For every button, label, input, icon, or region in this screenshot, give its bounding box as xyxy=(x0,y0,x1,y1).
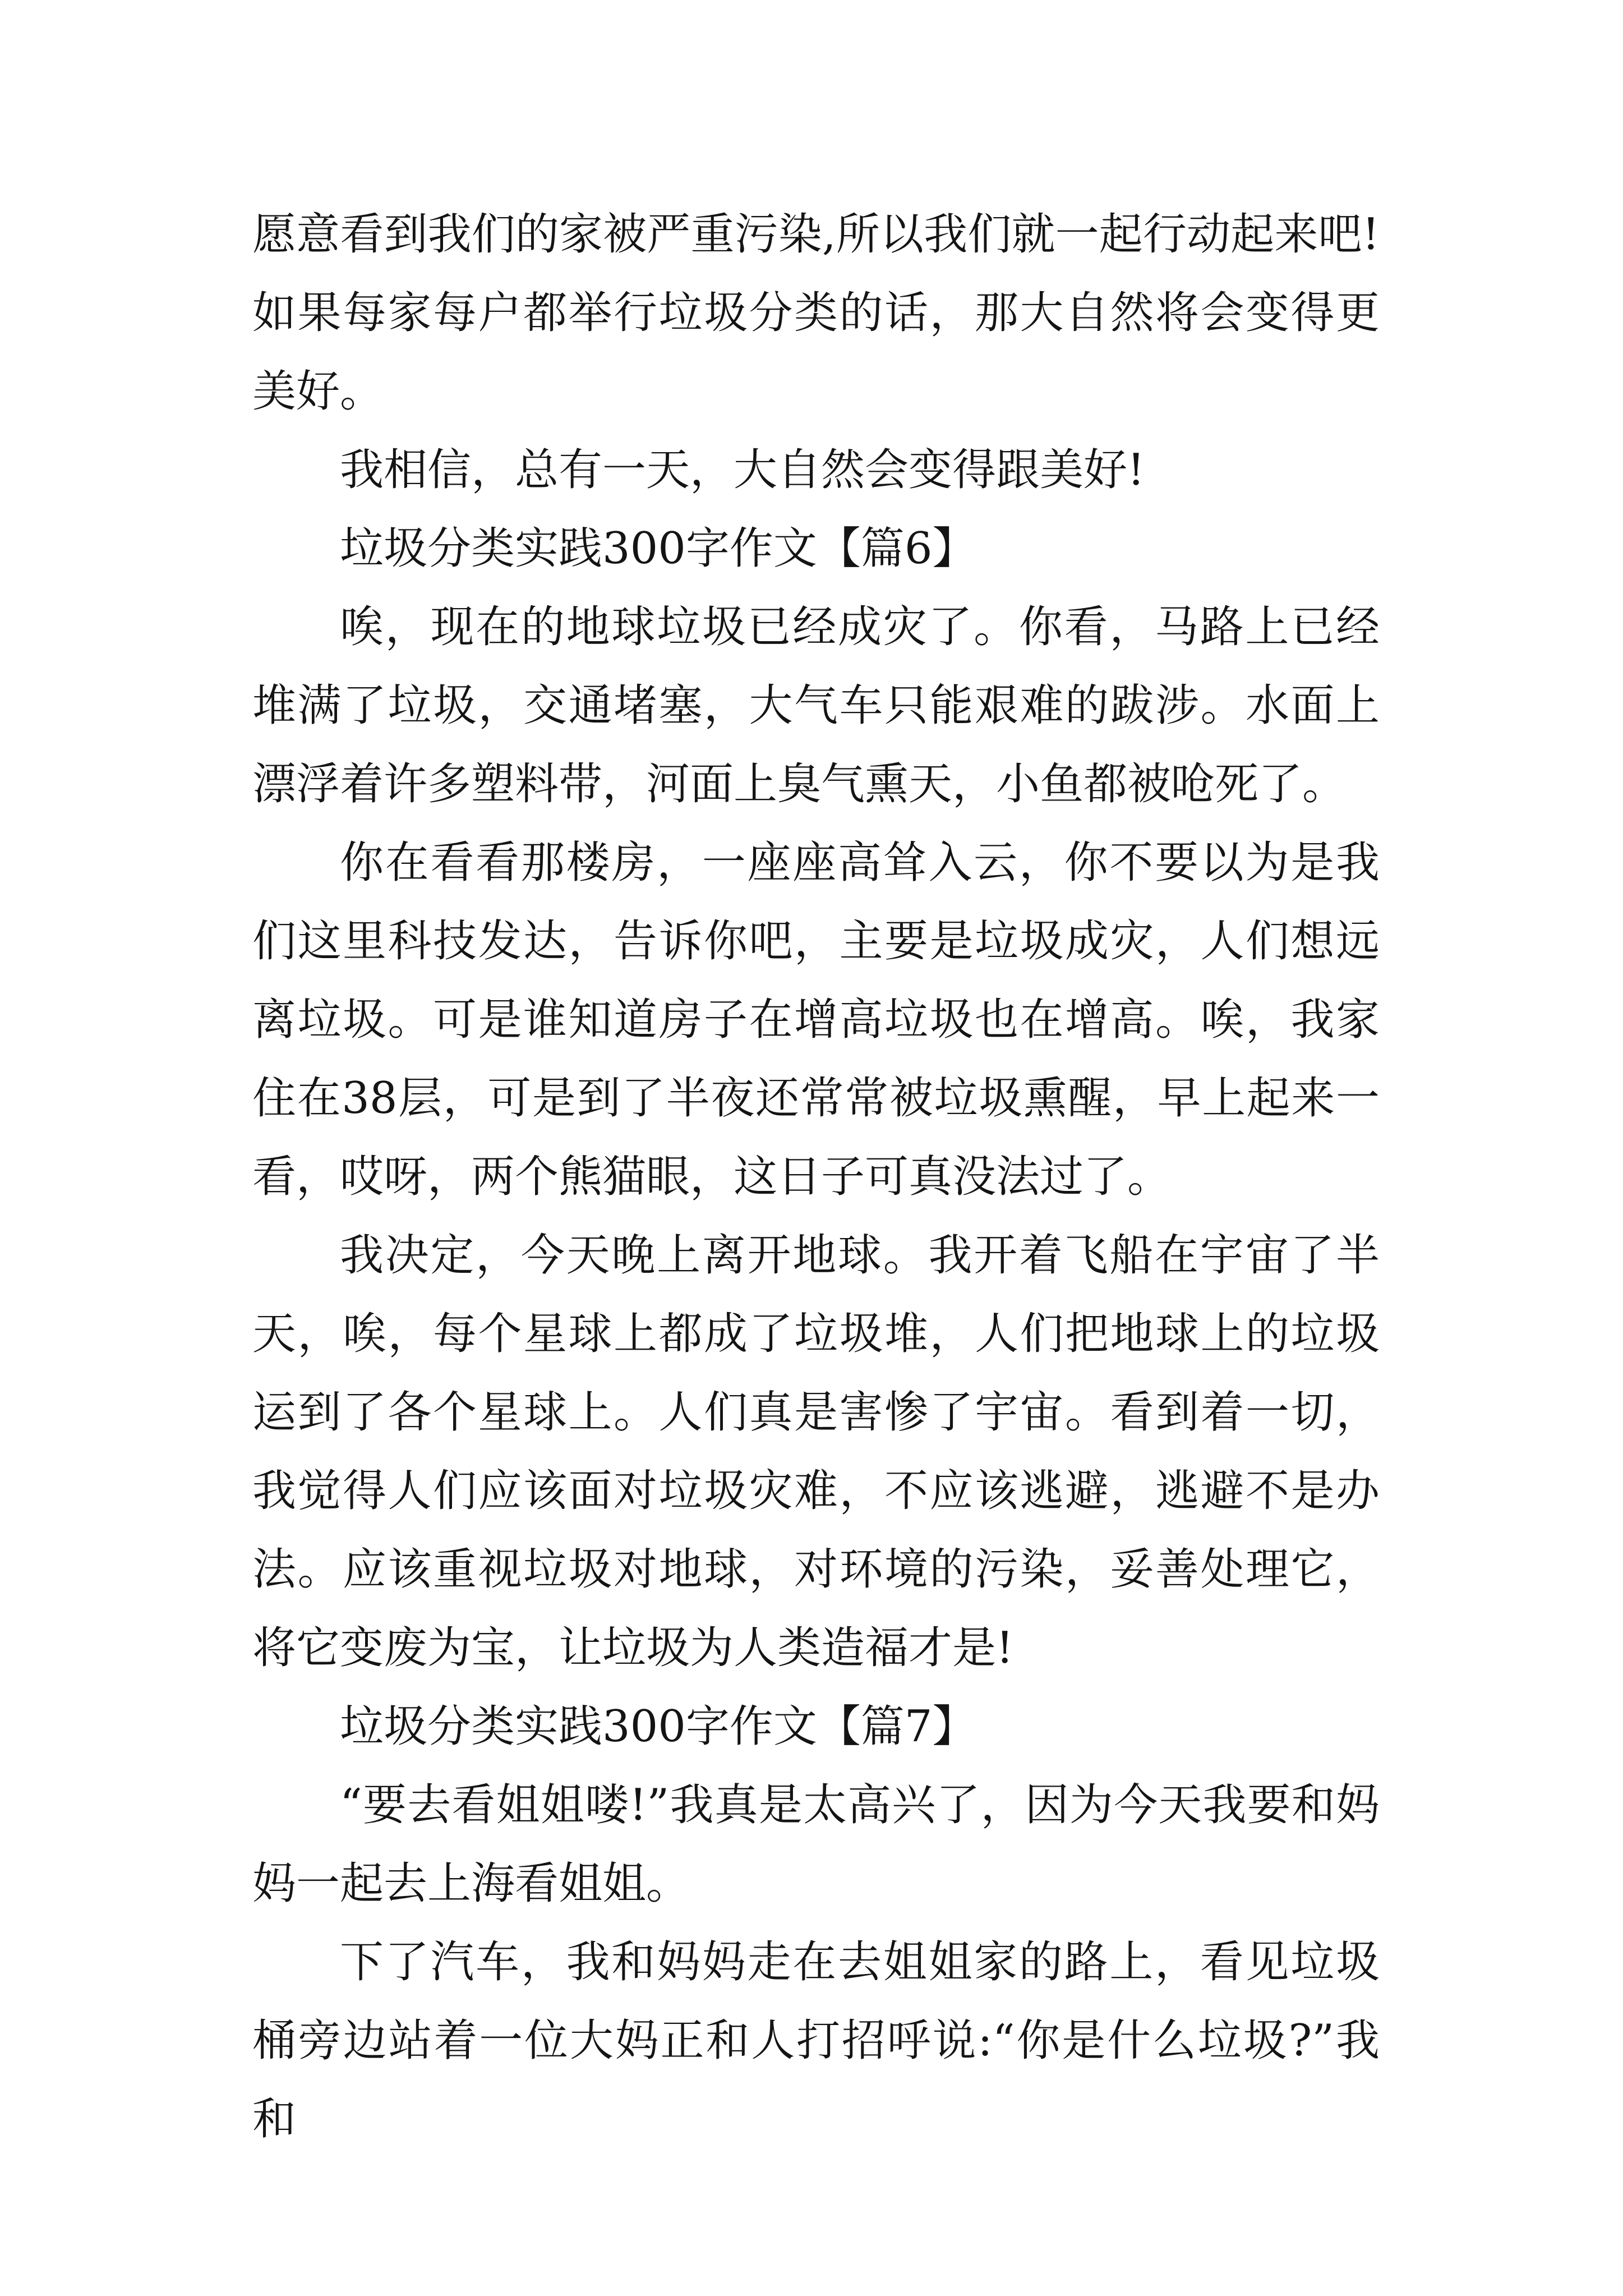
paragraph: 我决定，今天晚上离开地球。我开着飞船在宇宙了半天，唉，每个星球上都成了垃圾堆，人们把地球上的垃圾运到了各个星球上。人们真是害惨了宇宙。看到着一切，我觉得人们应该面对垃圾灾难，不应该逃避，逃避不是办法。应该重视垃圾对地球，对环境的污染，妥善处理它，将它变废为宝，让垃圾为人类造福才是! xyxy=(252,1230,1380,1673)
paragraph: 唉，现在的地球垃圾已经成灾了。你看，马路上已经堆满了垃圾，交通堵塞，大气车只能艰难的跋涉。水面上漂浮着许多塑料带，河面上臭气熏天，小鱼都被呛死了。 xyxy=(252,602,1380,809)
paragraph: 你在看看那楼房，一座座高耸入云，你不要以为是我们这里科技发达，告诉你吧，主要是垃圾成灾，人们想远离垃圾。可是谁知道房子在增高垃圾也在增高。唉，我家住在38层，可是到了半夜还常常被垃圾熏醒，早上起来一看，哎呀，两个熊猫眼，这日子可真没法过了。 xyxy=(252,838,1380,1202)
paragraph-continued: 愿意看到我们的家被严重污染,所以我们就一起行动起来吧!如果每家每户都举行垃圾分类的话，那大自然将会变得更美好。 xyxy=(252,209,1380,417)
section-heading: 垃圾分类实践300字作文【篇6】 xyxy=(340,523,976,574)
section-heading: 垃圾分类实践300字作文【篇7】 xyxy=(340,1701,976,1752)
paragraph: 下了汽车，我和妈妈走在去姐姐家的路上，看见垃圾桶旁边站着一位大妈正和人打招呼说:“你是什么垃圾?”我和 xyxy=(252,1937,1380,2145)
paragraph: 我相信，总有一天，大自然会变得跟美好! xyxy=(340,445,1145,495)
paragraph: “要去看姐姐喽!”我真是太高兴了，因为今天我要和妈妈一起去上海看姐姐。 xyxy=(252,1780,1380,1909)
document-body xyxy=(252,195,1380,2159)
